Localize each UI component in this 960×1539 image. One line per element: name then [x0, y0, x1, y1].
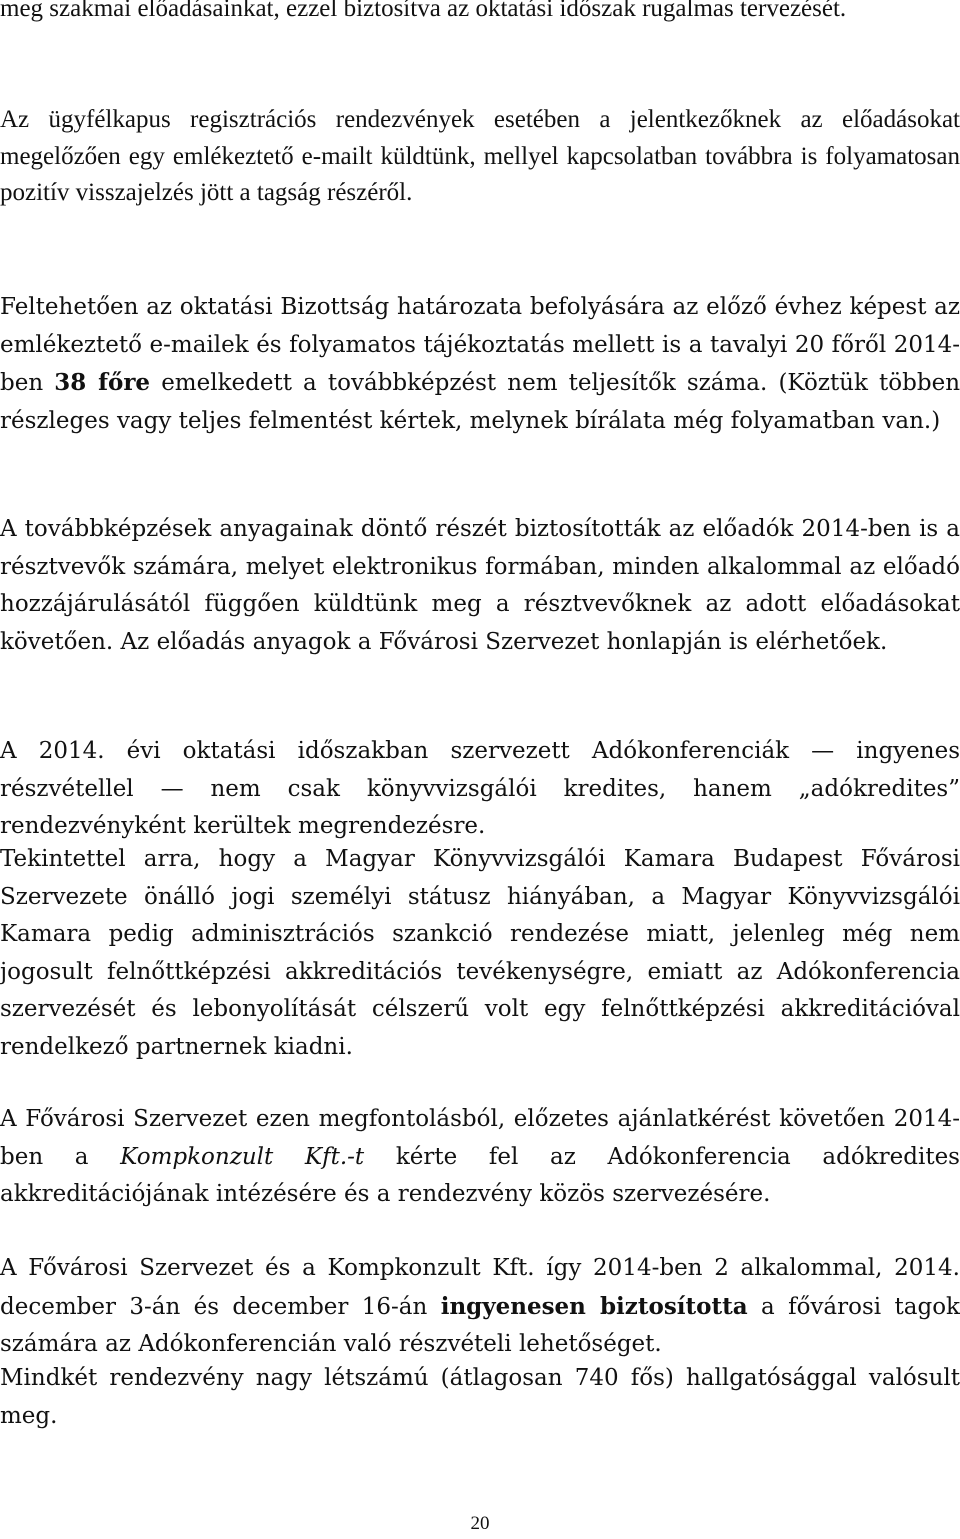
paragraph-text: A 2014. évi oktatási időszakban szervezett Adókonferenciák — ingyenes részvétellel — nem csak könyvvizsgálói kredites, hanem „adókredites” rendezvényként kerültek megrendezésre.	[0, 738, 960, 839]
company-name: Kompkonzult Kft.-t	[120, 1143, 365, 1170]
paragraph-reminder-emails	[0, 102, 960, 212]
paragraph-text: Mindkét rendezvény nagy létszámú (átlagosan 740 fős) hallgatósággal valósult meg.	[0, 1365, 960, 1429]
page-number: 20	[470, 1513, 490, 1534]
paragraph-scheduling	[0, 0, 960, 28]
emphasis-count: 38 főre	[54, 369, 151, 396]
paragraph-text: Tekintettel arra, hogy a Magyar Könyvvizsgálói Kamara Budapest Fővárosi Szervezete önálló jogi személyi státusz hiányában, a Magyar Könyvvizsgálói Kamara pedig adminisztrációs szankció rendezése miatt, jelenleg még nem jogosult felnőttképzési akkreditációs tevékenységre, emiatt az Adókonferencia szervezését és lebonyolítását célszerű volt egy felnőttképzési akkreditációval rendelkező partnernek kiadni.	[0, 846, 960, 1060]
paragraph-text: Feltehetően az oktatási Bizottság határozata befolyására az előző évhez képest az emlékeztető e-mailek és folyamatos tájékoztatás mellett is a tavalyi 20 főről 2014-ben	[0, 294, 960, 396]
paragraph-partner	[0, 1101, 960, 1214]
paragraph-attendance	[0, 1360, 960, 1435]
paragraph-text: A Fővárosi Szervezet ezen megfontolásból, előzetes ajánlatkérést követően 2014-ben a	[0, 1106, 960, 1170]
paragraph-non-completion	[0, 289, 960, 440]
emphasis-free: ingyenesen biztosította	[440, 1292, 748, 1320]
paragraph-text: A továbbképzések anyagainak döntő részét biztosították az előadók 2014-ben is a résztvevők számára, melyet elektronikus formában, minden alkalommal az előadó hozzájárulásától függően küldtünk meg a résztvevőknek az adott előadásokat követően. Az előadás anyagok a Fővárosi Szervezet honlapján is elérhetőek.	[0, 516, 960, 655]
paragraph-text: meg szakmai előadásainkat, ezzel biztosítva az oktatási időszak rugalmas tervezését.	[0, 0, 847, 22]
paragraph-text: emelkedett a továbbképzést nem teljesítők száma. (Köztük többen részleges vagy teljes felmentést kértek, melynek bírálata még folyamatban van.)	[0, 370, 960, 434]
paragraph-accreditation	[0, 841, 960, 1066]
paragraph-text: kérte fel az Adókonferencia adókredites akkreditációjának intézésére és a rendezvény közös szervezésére.	[0, 1143, 960, 1207]
paragraph-tax-conferences	[0, 733, 960, 846]
paragraph-text: Az ügyfélkapus regisztrációs rendezvények esetében a jelentkezőknek az előadásokat megelőzően egy emlékeztető e-mailt küldtünk, mellyel kapcsolatban továbbra is folyamatosan pozitív visszajelzés jött a tagság részéről.	[0, 106, 960, 207]
paragraph-text: a fővárosi tagok számára az Adókonferencián való részvételi lehetőséget.	[0, 1293, 960, 1357]
paragraph-text: A Fővárosi Szervezet és a Kompkonzult Kft. így 2014-ben 2 alkalommal, 2014. december 3-án és december 16-án	[0, 1255, 960, 1320]
paragraph-conference-dates	[0, 1250, 960, 1364]
paragraph-materials	[0, 511, 960, 661]
